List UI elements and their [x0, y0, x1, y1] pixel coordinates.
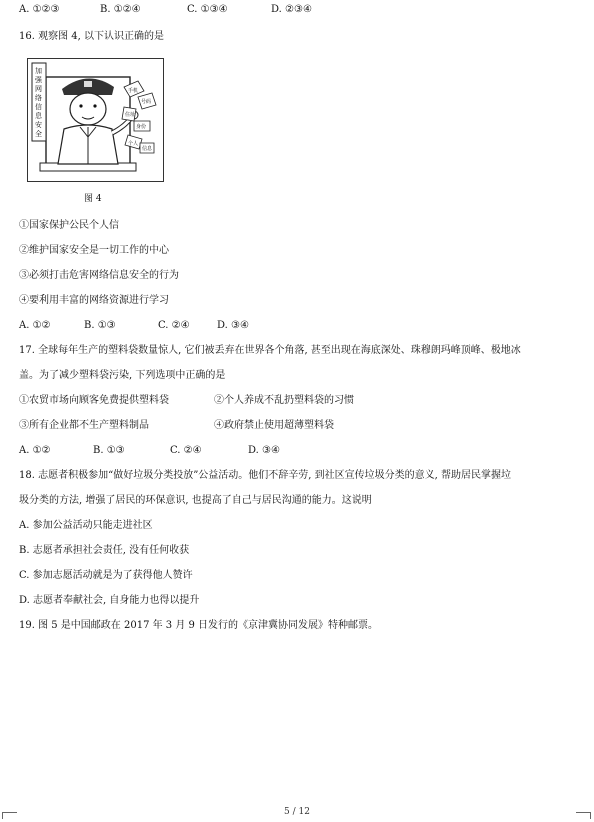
q17-option-a: A. ①②	[19, 445, 51, 456]
q15-option-a: A. ①②③	[19, 4, 60, 15]
q16-statement-3: ③必须打击危害网络信息安全的行为	[19, 270, 179, 281]
q16-stem: 16. 观察图 4, 以下认识正确的是	[19, 31, 164, 42]
q18-stem-line-2: 圾分类的方法, 增强了居民的环保意识, 也提高了自己与居民沟通的能力。这说明	[19, 495, 372, 506]
q15-option-b: B. ①②④	[100, 4, 141, 15]
page-number: 5 / 12	[284, 807, 310, 817]
scroll-label: 号码	[141, 99, 152, 105]
q16-statement-4: ④要利用丰富的网络资源进行学习	[19, 295, 169, 306]
banner-char: 息	[35, 112, 42, 120]
q18-option-d: D. 志愿者奉献社会, 自身能力也得以提升	[19, 595, 200, 606]
q17-option-d: D. ③④	[248, 445, 280, 456]
banner-char: 安	[35, 121, 42, 129]
banner-char: 络	[35, 94, 42, 102]
q17-stem-line-2: 盖。为了减少塑料袋污染, 下列选项中正确的是	[19, 370, 226, 381]
banner-char: 加	[35, 67, 42, 75]
banner-char: 强	[35, 76, 42, 84]
banner-char: 网	[35, 85, 42, 93]
q17-option-c: C. ②④	[170, 445, 202, 456]
q16-option-b: B. ①③	[84, 320, 116, 331]
q16-option-a: A. ①②	[19, 320, 51, 331]
q17-stem-line-1: 17. 全球每年生产的塑料袋数量惊人, 它们被丢弃在世界各个角落, 甚至出现在海底深处、珠穆朗玛峰顶峰、极地冰	[19, 345, 521, 356]
q17-statement-4: ④政府禁止使用超薄塑料袋	[214, 420, 334, 431]
scroll-label: 手机	[128, 88, 139, 94]
q18-option-a: A. 参加公益活动只能走进社区	[19, 520, 153, 531]
q18-option-c: C. 参加志愿活动就是为了获得他人赞许	[19, 570, 193, 581]
cartoon-illustration	[28, 59, 163, 181]
q16-option-d: D. ③④	[217, 320, 249, 331]
scroll-label: 身份	[136, 124, 147, 130]
q17-statement-2: ②个人养成不乱扔塑料袋的习惯	[214, 395, 354, 406]
q16-statement-1: ①国家保护公民个人信	[19, 220, 119, 231]
figure-4-cartoon	[27, 58, 164, 182]
q16-option-c: C. ②④	[158, 320, 190, 331]
q18-option-b: B. 志愿者承担社会责任, 没有任何收获	[19, 545, 190, 556]
q15-option-d: D. ②③④	[271, 4, 312, 15]
q15-option-c: C. ①③④	[187, 4, 228, 15]
figure-4-caption: 图 4	[84, 194, 102, 204]
q17-option-b: B. ①③	[93, 445, 125, 456]
q16-statement-2: ②维护国家安全是一切工作的中心	[19, 245, 169, 256]
scroll-label: 住址	[125, 112, 136, 118]
banner-char: 全	[35, 130, 42, 138]
scroll-label: 个人	[128, 141, 139, 147]
q19-stem: 19. 图 5 是中国邮政在 2017 年 3 月 9 日发行的《京津冀协同发展》特种邮票。	[19, 620, 379, 631]
banner-char: 信	[35, 103, 42, 111]
page-corner-mark-right	[576, 812, 591, 819]
q17-statement-1: ①农贸市场向顾客免费提供塑料袋	[19, 395, 169, 406]
q18-stem-line-1: 18. 志愿者积极参加“做好垃圾分类投放”公益活动。他们不辞辛劳, 到社区宣传垃圾分类的意义, 帮助居民掌握垃	[19, 470, 512, 481]
scroll-label: 信息	[142, 146, 153, 152]
q17-statement-3: ③所有企业都不生产塑料制品	[19, 420, 149, 431]
